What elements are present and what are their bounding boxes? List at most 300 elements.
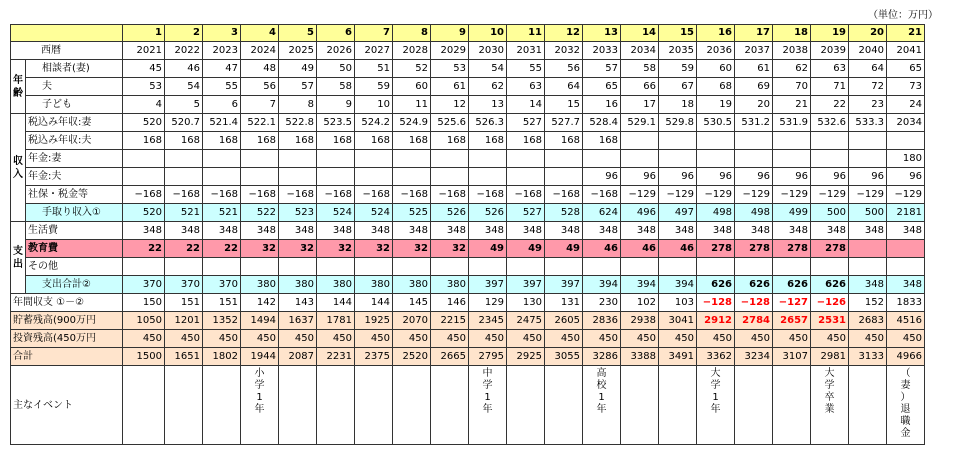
value-cell: 450 (431, 330, 469, 348)
value-cell: 49 (507, 240, 545, 258)
value-cell (355, 168, 393, 186)
value-cell: 56 (545, 60, 583, 78)
value-cell: −129 (697, 186, 735, 204)
value-cell: 129 (469, 294, 507, 312)
value-cell: 60 (393, 78, 431, 96)
value-cell: 348 (165, 222, 203, 240)
row-label: 生活費 (26, 222, 123, 240)
value-cell: 146 (431, 294, 469, 312)
value-cell: 54 (469, 60, 507, 78)
table-row (11, 78, 925, 96)
table-row (11, 258, 925, 276)
value-cell: 14 (507, 96, 545, 114)
value-cell: 大 学 1 年 (697, 366, 735, 445)
table-row (11, 222, 925, 240)
value-cell (317, 366, 355, 445)
row-label: 年金:夫 (26, 168, 123, 186)
value-cell: 2912 (697, 312, 735, 330)
value-cell: 394 (583, 276, 621, 294)
value-cell (431, 168, 469, 186)
value-cell: 1833 (887, 294, 925, 312)
value-cell: 3055 (545, 348, 583, 366)
value-cell (431, 150, 469, 168)
value-cell: −129 (773, 186, 811, 204)
value-cell: 小 学 1 年 (241, 366, 279, 445)
value-cell: 1637 (279, 312, 317, 330)
value-cell: 32 (431, 240, 469, 258)
value-cell: 2087 (279, 348, 317, 366)
value-cell: 151 (165, 294, 203, 312)
value-cell: 13 (469, 96, 507, 114)
index-cell: 4 (241, 25, 279, 42)
value-cell: 1494 (241, 312, 279, 330)
value-cell: 348 (811, 222, 849, 240)
value-cell (317, 168, 355, 186)
value-cell: 69 (735, 78, 773, 96)
value-cell: 450 (735, 330, 773, 348)
index-cell: 10 (469, 25, 507, 42)
value-cell: 49 (279, 60, 317, 78)
value-cell: 1781 (317, 312, 355, 330)
value-cell: 32 (317, 240, 355, 258)
value-cell: −168 (165, 186, 203, 204)
value-cell: 131 (545, 294, 583, 312)
value-cell (431, 366, 469, 445)
table-row (11, 240, 925, 258)
value-cell: −168 (393, 186, 431, 204)
year-cell: 2024 (241, 42, 279, 60)
index-row (11, 25, 925, 42)
value-cell: 2784 (735, 312, 773, 330)
value-cell: （ 妻 ） 退 職 金 (887, 366, 925, 445)
value-cell (203, 366, 241, 445)
value-cell (621, 366, 659, 445)
value-cell (621, 258, 659, 276)
table-row (11, 96, 925, 114)
value-cell: 348 (317, 222, 355, 240)
value-cell: 168 (203, 132, 241, 150)
value-cell: 102 (621, 294, 659, 312)
value-cell: 498 (697, 204, 735, 222)
value-cell (659, 132, 697, 150)
value-cell (735, 132, 773, 150)
value-cell: 59 (659, 60, 697, 78)
value-cell (735, 258, 773, 276)
value-cell (469, 258, 507, 276)
value-cell: −168 (431, 186, 469, 204)
table-row (11, 276, 925, 294)
value-cell: 450 (203, 330, 241, 348)
value-cell: 63 (507, 78, 545, 96)
value-cell: 151 (203, 294, 241, 312)
value-cell (203, 168, 241, 186)
index-cell: 17 (735, 25, 773, 42)
value-cell: 380 (279, 276, 317, 294)
value-cell: 278 (773, 240, 811, 258)
value-cell (659, 150, 697, 168)
value-cell: 526 (469, 204, 507, 222)
year-cell: 2032 (545, 42, 583, 60)
value-cell: 20 (735, 96, 773, 114)
table-row (11, 168, 925, 186)
value-cell: 528 (545, 204, 583, 222)
value-cell (621, 150, 659, 168)
value-cell: 348 (279, 222, 317, 240)
year-cell: 2022 (165, 42, 203, 60)
value-cell: 168 (545, 132, 583, 150)
value-cell: 532.6 (811, 114, 849, 132)
value-cell (811, 258, 849, 276)
value-cell: 348 (697, 222, 735, 240)
value-cell (887, 258, 925, 276)
value-cell: 46 (165, 60, 203, 78)
value-cell: 348 (887, 222, 925, 240)
value-cell (165, 168, 203, 186)
value-cell: 32 (355, 240, 393, 258)
row-label: 夫 (26, 78, 123, 96)
value-cell (545, 168, 583, 186)
value-cell: −129 (659, 186, 697, 204)
value-cell (887, 132, 925, 150)
value-cell: 71 (811, 78, 849, 96)
value-cell (849, 240, 887, 258)
value-cell: 522.8 (279, 114, 317, 132)
value-cell: 66 (621, 78, 659, 96)
value-cell: 17 (621, 96, 659, 114)
value-cell: 1050 (123, 312, 165, 330)
value-cell: −129 (887, 186, 925, 204)
value-cell (355, 258, 393, 276)
value-cell (697, 258, 735, 276)
value-cell: 348 (393, 222, 431, 240)
value-cell: 22 (123, 240, 165, 258)
value-cell: −127 (773, 294, 811, 312)
value-cell: 450 (583, 330, 621, 348)
value-cell: 23 (849, 96, 887, 114)
value-cell: 65 (583, 78, 621, 96)
value-cell: 22 (811, 96, 849, 114)
value-cell (279, 168, 317, 186)
value-cell: 397 (507, 276, 545, 294)
value-cell (165, 366, 203, 445)
value-cell: 1802 (203, 348, 241, 366)
value-cell: 348 (583, 222, 621, 240)
index-cell: 1 (123, 25, 165, 42)
table-row (11, 114, 925, 132)
value-cell (849, 258, 887, 276)
value-cell: 3234 (735, 348, 773, 366)
value-cell: −129 (621, 186, 659, 204)
value-cell: 5 (165, 96, 203, 114)
value-cell: 370 (203, 276, 241, 294)
value-cell: 32 (393, 240, 431, 258)
value-cell: −168 (203, 186, 241, 204)
row-label: 西暦 (11, 42, 123, 60)
row-label: 相談者(妻) (26, 60, 123, 78)
value-cell: 6 (203, 96, 241, 114)
year-cell: 2039 (811, 42, 849, 60)
value-cell: 49 (469, 240, 507, 258)
value-cell: 96 (849, 168, 887, 186)
table-row (11, 186, 925, 204)
value-cell: 370 (165, 276, 203, 294)
year-cell: 2028 (393, 42, 431, 60)
year-row (11, 42, 925, 60)
value-cell: 624 (583, 204, 621, 222)
value-cell (849, 132, 887, 150)
row-label: 支出合計② (26, 276, 123, 294)
value-cell: 380 (241, 276, 279, 294)
value-cell (659, 258, 697, 276)
value-cell: 626 (735, 276, 773, 294)
value-cell: 450 (279, 330, 317, 348)
table-row (11, 294, 925, 312)
year-cell: 2021 (123, 42, 165, 60)
index-cell: 11 (507, 25, 545, 42)
value-cell: 2181 (887, 204, 925, 222)
value-cell: 57 (279, 78, 317, 96)
value-cell (659, 366, 697, 445)
value-cell: 2475 (507, 312, 545, 330)
value-cell: 348 (241, 222, 279, 240)
row-label: その他 (26, 258, 123, 276)
value-cell: 498 (735, 204, 773, 222)
value-cell: −126 (811, 294, 849, 312)
value-cell: 96 (583, 168, 621, 186)
index-cell: 16 (697, 25, 735, 42)
value-cell: 9 (317, 96, 355, 114)
value-cell: 144 (355, 294, 393, 312)
year-cell: 2027 (355, 42, 393, 60)
value-cell (849, 366, 887, 445)
value-cell: −168 (317, 186, 355, 204)
value-cell: 2938 (621, 312, 659, 330)
row-label: 子ども (26, 96, 123, 114)
value-cell (773, 150, 811, 168)
value-cell: 168 (317, 132, 355, 150)
value-cell: 56 (241, 78, 279, 96)
value-cell (507, 258, 545, 276)
value-cell: 278 (735, 240, 773, 258)
value-cell: 450 (887, 330, 925, 348)
value-cell: 12 (431, 96, 469, 114)
row-label: 合計 (11, 348, 123, 366)
value-cell: 626 (811, 276, 849, 294)
value-cell: 61 (735, 60, 773, 78)
value-cell: 64 (849, 60, 887, 78)
year-cell: 2036 (697, 42, 735, 60)
table-row (11, 312, 925, 330)
value-cell: 521 (165, 204, 203, 222)
value-cell: 1352 (203, 312, 241, 330)
value-cell: 2231 (317, 348, 355, 366)
value-cell: 22 (165, 240, 203, 258)
value-cell: 497 (659, 204, 697, 222)
value-cell: 24 (887, 96, 925, 114)
value-cell (773, 258, 811, 276)
value-cell: 180 (887, 150, 925, 168)
value-cell (545, 150, 583, 168)
value-cell: 96 (811, 168, 849, 186)
value-cell: 2605 (545, 312, 583, 330)
value-cell: 450 (469, 330, 507, 348)
value-cell: 45 (123, 60, 165, 78)
value-cell (123, 168, 165, 186)
value-cell: 2215 (431, 312, 469, 330)
value-cell: 46 (583, 240, 621, 258)
value-cell: −129 (735, 186, 773, 204)
value-cell (773, 132, 811, 150)
value-cell: 348 (887, 276, 925, 294)
index-cell: 21 (887, 25, 925, 42)
value-cell: 70 (773, 78, 811, 96)
value-cell (773, 366, 811, 445)
year-cell: 2026 (317, 42, 355, 60)
value-cell: 10 (355, 96, 393, 114)
row-label: 手取り収入① (26, 204, 123, 222)
value-cell: 626 (697, 276, 735, 294)
value-cell: 496 (621, 204, 659, 222)
value-cell: 168 (241, 132, 279, 150)
value-cell: 68 (697, 78, 735, 96)
index-cell: 3 (203, 25, 241, 42)
value-cell (165, 150, 203, 168)
value-cell: 96 (773, 168, 811, 186)
value-cell (469, 150, 507, 168)
row-label: 教育費 (26, 240, 123, 258)
year-cell: 2023 (203, 42, 241, 60)
value-cell: 3107 (773, 348, 811, 366)
value-cell: 59 (355, 78, 393, 96)
value-cell: 57 (583, 60, 621, 78)
index-cell: 9 (431, 25, 469, 42)
blank-cell (11, 25, 123, 42)
year-cell: 2031 (507, 42, 545, 60)
value-cell (583, 258, 621, 276)
value-cell: 96 (735, 168, 773, 186)
value-cell (469, 168, 507, 186)
value-cell: 450 (123, 330, 165, 348)
year-cell: 2029 (431, 42, 469, 60)
value-cell (697, 150, 735, 168)
value-cell: 73 (887, 78, 925, 96)
value-cell: 64 (545, 78, 583, 96)
value-cell: 168 (393, 132, 431, 150)
value-cell (241, 258, 279, 276)
index-cell: 13 (583, 25, 621, 42)
value-cell: 61 (431, 78, 469, 96)
value-cell: 530.5 (697, 114, 735, 132)
value-cell (317, 150, 355, 168)
row-label: 投資残高(450万円 (11, 330, 123, 348)
value-cell: 527 (507, 114, 545, 132)
value-cell: 62 (469, 78, 507, 96)
value-cell: 46 (621, 240, 659, 258)
row-label: 貯蓄残高(900万円 (11, 312, 123, 330)
value-cell: 450 (773, 330, 811, 348)
value-cell: 524 (355, 204, 393, 222)
year-cell: 2035 (659, 42, 697, 60)
value-cell (545, 366, 583, 445)
value-cell: 348 (123, 222, 165, 240)
value-cell (811, 132, 849, 150)
value-cell: 529.8 (659, 114, 697, 132)
value-cell: 525 (393, 204, 431, 222)
value-cell: 143 (279, 294, 317, 312)
value-cell (507, 150, 545, 168)
value-cell: 230 (583, 294, 621, 312)
value-cell: −128 (735, 294, 773, 312)
value-cell: 522 (241, 204, 279, 222)
value-cell (393, 366, 431, 445)
value-cell (165, 258, 203, 276)
value-cell: 380 (317, 276, 355, 294)
value-cell: 3133 (849, 348, 887, 366)
value-cell (545, 258, 583, 276)
value-cell: 150 (123, 294, 165, 312)
value-cell (507, 366, 545, 445)
value-cell: 397 (545, 276, 583, 294)
value-cell (279, 366, 317, 445)
value-cell: 4966 (887, 348, 925, 366)
value-cell: 2345 (469, 312, 507, 330)
value-cell: 531.9 (773, 114, 811, 132)
value-cell: 529.1 (621, 114, 659, 132)
value-cell: 168 (279, 132, 317, 150)
value-cell: 47 (203, 60, 241, 78)
value-cell: 348 (773, 222, 811, 240)
value-cell: 397 (469, 276, 507, 294)
value-cell (355, 150, 393, 168)
value-cell (621, 132, 659, 150)
value-cell: 130 (507, 294, 545, 312)
value-cell: 67 (659, 78, 697, 96)
value-cell: 60 (697, 60, 735, 78)
value-cell: 18 (659, 96, 697, 114)
value-cell: 144 (317, 294, 355, 312)
index-cell: 18 (773, 25, 811, 42)
value-cell: 2836 (583, 312, 621, 330)
category-label: 年 齢 (11, 60, 26, 114)
value-cell (355, 366, 393, 445)
value-cell: 526.3 (469, 114, 507, 132)
value-cell: 高 校 1 年 (583, 366, 621, 445)
value-cell: 1944 (241, 348, 279, 366)
year-cell: 2033 (583, 42, 621, 60)
value-cell (583, 150, 621, 168)
value-cell: 380 (355, 276, 393, 294)
value-cell: 526 (431, 204, 469, 222)
value-cell: 520 (123, 204, 165, 222)
value-cell: 8 (279, 96, 317, 114)
index-cell: 5 (279, 25, 317, 42)
value-cell: 524 (317, 204, 355, 222)
value-cell: −168 (583, 186, 621, 204)
table-row (11, 366, 925, 445)
value-cell: 65 (887, 60, 925, 78)
value-cell: −129 (849, 186, 887, 204)
category-label: 収 入 (11, 114, 26, 222)
index-cell: 15 (659, 25, 697, 42)
unit-note: （単位：万円） (868, 10, 938, 21)
value-cell: 2981 (811, 348, 849, 366)
value-cell: 中 学 1 年 (469, 366, 507, 445)
index-cell: 20 (849, 25, 887, 42)
value-cell: 1651 (165, 348, 203, 366)
value-cell (735, 366, 773, 445)
value-cell: 168 (469, 132, 507, 150)
value-cell: 521.4 (203, 114, 241, 132)
